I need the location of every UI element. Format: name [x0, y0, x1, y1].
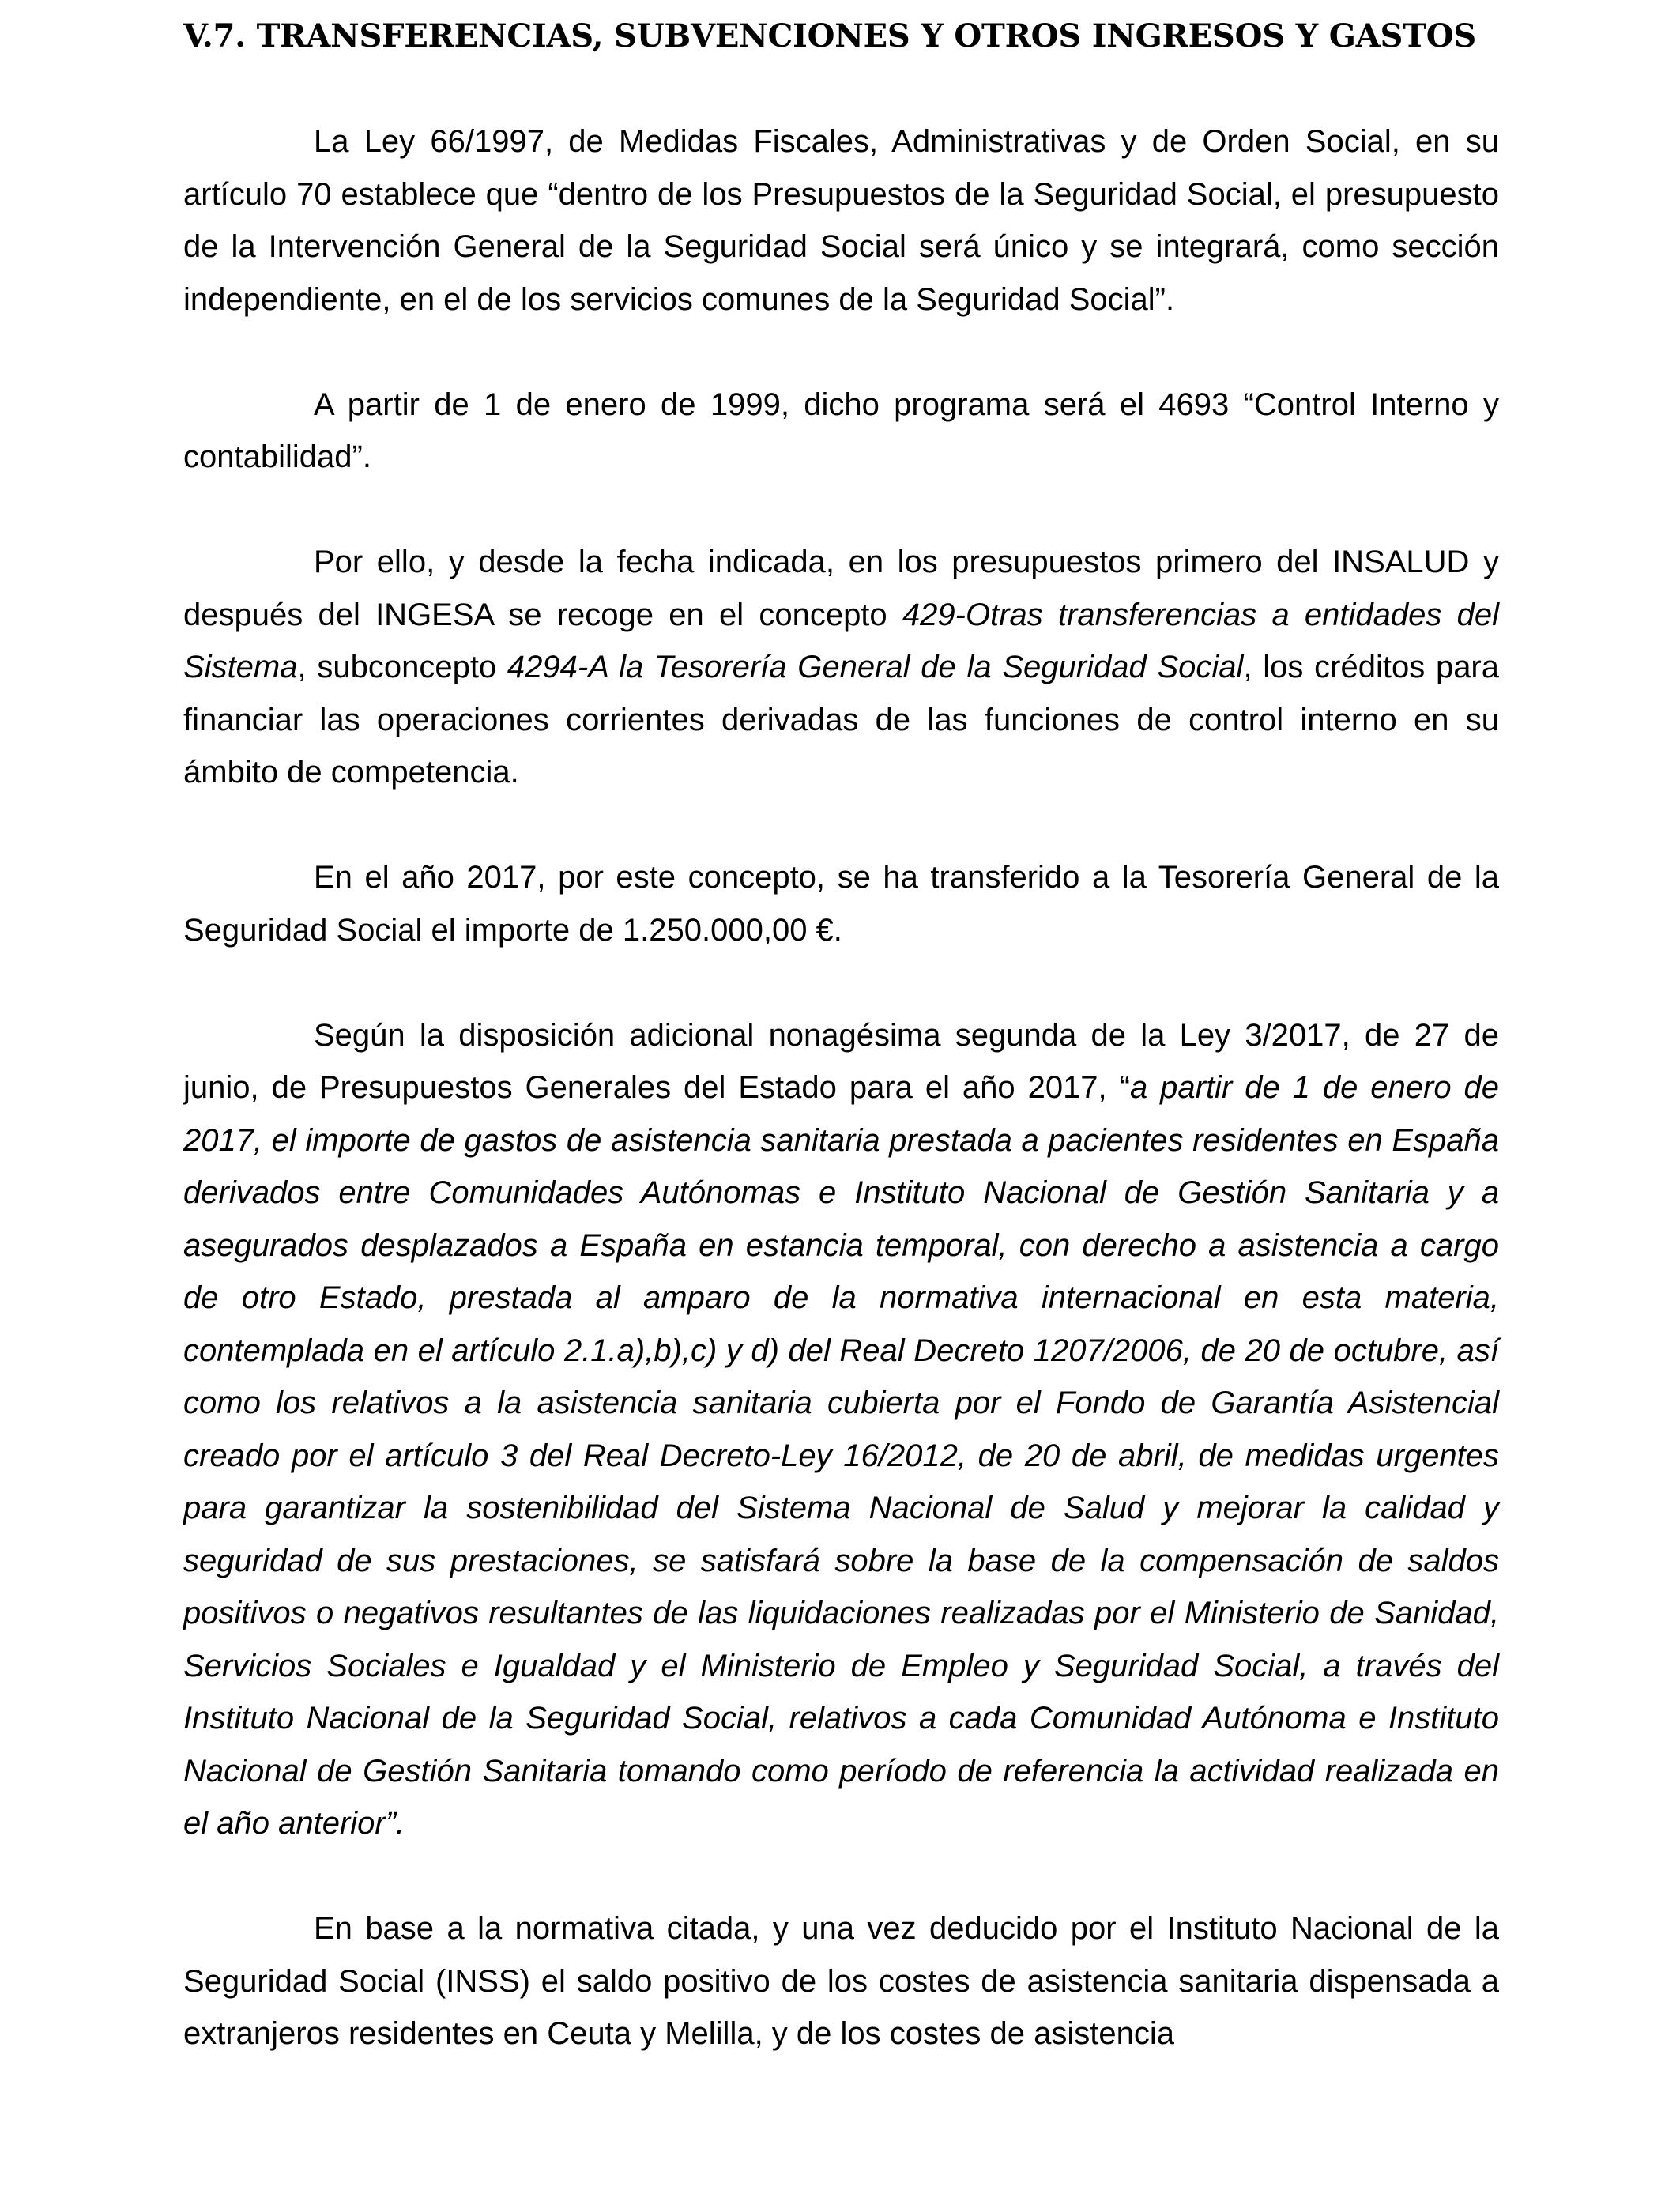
- paragraph-text: , subconcepto: [297, 650, 507, 684]
- paragraph-text: Por ello, y desde la fecha indicada, en los presupuestos primero del INSALUD y después del INGESA se recoge en el concepto: [183, 545, 1499, 632]
- quoted-law-text: a partir de 1 de enero de 2017, el importe de gastos de asistencia sanitaria prestada a pacientes residentes en España derivados entre Comunidades Autónomas e Instituto Nacional de Gestión Sanitaria y a asegurados desplazados a España en estancia temporal, con derecho a asistencia a cargo de otro Estado, prestada al amparo de la normativa internacional en esta materia, contemplada en el artículo 2.1.a),b),c) y d) del Real Decreto 1207/2006, de 20 de octubre, así como los relativos a la asistencia sanitaria cubierta por el Fondo de Garantía Asistencial creado por el artículo 3 del Real Decreto-Ley 16/2012, de 20 de abril, de medidas urgentes para garantizar la sostenibilidad del Sistema Nacional de Salud y mejorar la calidad y seguridad de sus prestaciones, se satisfará sobre la base de la compensación de saldos positivos o negativos resultantes de las liquidaciones realizadas por el Ministerio de Sanidad, Servicios Sociales e Igualdad y el Ministerio de Empleo y Seguridad Social, a través del Instituto Nacional de la Seguridad Social, relativos a cada Comunidad Autónoma e Instituto Nacional de Gestión Sanitaria tomando como período de referencia la actividad realizada en el año anterior”.: [183, 1070, 1499, 1841]
- concept-429-label: 429-Otras transferencias a entidades del Sistema: [183, 597, 1500, 684]
- document-body: [183, 115, 1499, 2060]
- paragraph-normativa-citada: En base a la normativa citada, y una vez deducido por el Instituto Nacional de la Seguridad Social (INSS) el saldo positivo de los costes de asistencia sanitaria dispensada a extranjeros residentes en Ceuta y Melilla, y de los costes de asistencia: [183, 1911, 1499, 2051]
- paragraph-text: Según la disposición adicional nonagésima segunda de la Ley 3/2017, de 27 de junio, de Presupuestos Generales del Estado para el año 2017, “: [183, 1017, 1499, 1105]
- paragraph-programa-4693: A partir de 1 de enero de 1999, dicho programa será el 4693 “Control Interno y contabilidad”.: [183, 386, 1499, 474]
- subconcept-4294-label: 4294-A la Tesorería General de la Seguridad Social: [507, 650, 1244, 684]
- paragraph-ley-66-1997: La Ley 66/1997, de Medidas Fiscales, Administrativas y de Orden Social, en su artículo 70 establece que “dentro de los Presupuestos de la Seguridad Social, el presupuesto de la Intervención General de la Seguridad Social será único y se integrará, como sección independiente, en el de los servicios comunes de la Seguridad Social”.: [183, 124, 1499, 317]
- paragraph-concepto-429: [183, 536, 1499, 799]
- paragraph-disposicion-adicional: [183, 1009, 1499, 1850]
- paragraph-importe-2017: En el año 2017, por este concepto, se ha transferido a la Tesorería General de la Seguridad Social el importe de 1.250.000,00 €.: [183, 860, 1499, 948]
- section-heading: V.7. TRANSFERENCIAS, SUBVENCIONES Y OTROS INGRESOS Y GASTOS: [183, 17, 1477, 55]
- paragraph-text: , los créditos para financiar las operaciones corrientes derivadas de las funciones de control interno en su ámbito de competencia.: [183, 650, 1500, 790]
